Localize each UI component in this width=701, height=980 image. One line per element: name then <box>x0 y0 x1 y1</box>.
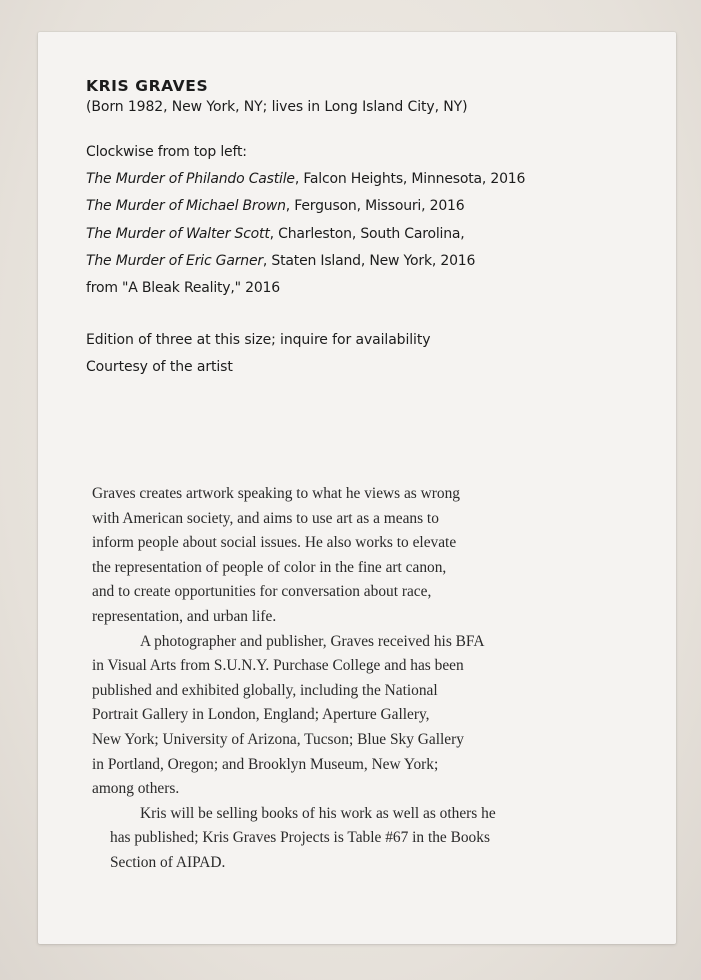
artist-name: KRIS GRAVES <box>86 77 209 95</box>
bio-line: in Visual Arts from S.U.N.Y. Purchase College and has been <box>92 657 464 675</box>
work-detail: , Ferguson, Missouri, 2016 <box>285 198 465 215</box>
series-info: from "A Bleak Reality," 2016 <box>86 280 280 297</box>
bio-paragraph-3 <box>92 802 572 876</box>
bio-line: with American society, and aims to use art as a means to <box>92 509 439 527</box>
bio-line: has published; Kris Graves Projects is Table #67 in the Books <box>110 829 490 847</box>
bio-line: the representation of people of color in the fine art canon, <box>92 558 447 576</box>
work-detail: , Charleston, South Carolina, <box>269 225 465 242</box>
work-title: The Murder of Michael Brown <box>86 198 286 215</box>
works-list <box>86 139 606 302</box>
works-intro: Clockwise from top left: <box>86 144 247 160</box>
bio-paragraph-1 <box>92 482 572 630</box>
work-item <box>86 221 606 248</box>
bio-line: in Portland, Oregon; and Brooklyn Museum, New York; <box>92 755 439 773</box>
edition-info <box>86 327 606 381</box>
bio-line: published and exhibited globally, including the National <box>92 681 438 699</box>
work-item <box>86 193 606 220</box>
work-detail: , Staten Island, New York, 2016 <box>262 252 476 269</box>
work-item <box>86 248 606 275</box>
bio-line: inform people about social issues. He also works to elevate <box>92 534 457 552</box>
bio-line: Section of AIPAD. <box>110 853 226 871</box>
artist-birth-info: (Born 1982, New York, NY; lives in Long Island City, NY) <box>86 99 468 115</box>
work-title: The Murder of Eric Garner <box>86 252 263 269</box>
label-header <box>86 76 606 381</box>
courtesy-line: Courtesy of the artist <box>86 359 233 376</box>
work-detail: , Falcon Heights, Minnesota, 2016 <box>294 171 526 188</box>
bio-paragraph-2 <box>92 630 572 802</box>
bio-line: among others. <box>92 780 180 798</box>
artist-biography <box>92 482 572 876</box>
edition-line: Edition of three at this size; inquire for availability <box>86 332 431 349</box>
bio-line: and to create opportunities for conversation about race, <box>92 583 432 601</box>
work-title: The Murder of Philando Castile <box>86 171 295 188</box>
bio-line: A photographer and publisher, Graves received his BFA <box>140 632 485 650</box>
bio-line: Graves creates artwork speaking to what he views as wrong <box>92 485 460 502</box>
bio-line: representation, and urban life. <box>92 607 277 625</box>
work-item <box>86 166 606 193</box>
bio-line: New York; University of Arizona, Tucson; Blue Sky Gallery <box>92 730 464 748</box>
work-title: The Murder of Walter Scott <box>86 225 270 242</box>
bio-line: Portrait Gallery in London, England; Aperture Gallery, <box>92 706 430 724</box>
bio-line: Kris will be selling books of his work as well as others he <box>140 804 496 822</box>
